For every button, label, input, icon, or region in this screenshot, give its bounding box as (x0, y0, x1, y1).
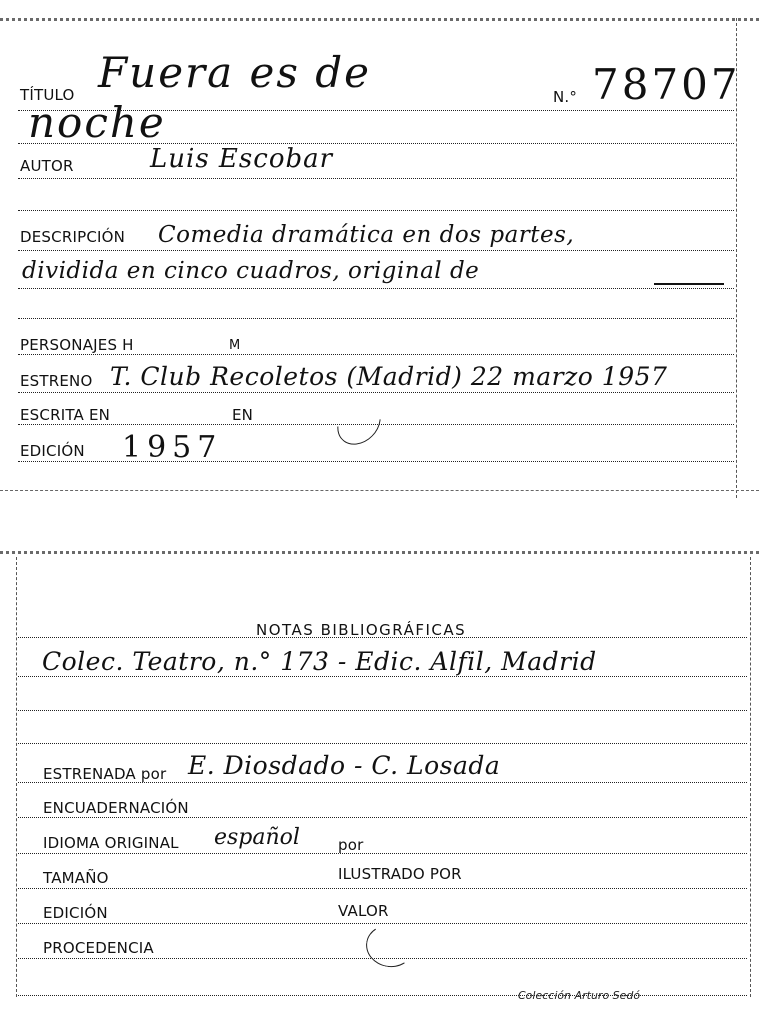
valor-label: VALOR (338, 902, 389, 920)
personajes-label: PERSONAJES H (20, 336, 134, 354)
titulo-label: TÍTULO (20, 86, 75, 104)
card-bottom-edge (0, 490, 759, 491)
edicion-value: 1957 (122, 430, 223, 465)
titulo-value-continued: noche (28, 98, 166, 147)
por-label: por (338, 836, 364, 854)
estrenada-value: E. Diosdado - C. Losada (188, 751, 501, 780)
catalog-card-back (0, 545, 759, 1010)
idioma-rule (18, 853, 747, 854)
catalog-card-front (0, 0, 759, 495)
idioma-value: español (214, 825, 300, 850)
personajes-m-label: M (229, 338, 241, 353)
descripcion-rule-2 (18, 288, 734, 289)
autor-rule (18, 178, 734, 179)
stamp-mark (363, 921, 418, 971)
estreno-label: ESTRENO (20, 372, 93, 390)
descripcion-rule-3 (18, 318, 734, 319)
notas-value: Colec. Teatro, n.° 173 - Edic. Alfil, Madrid (42, 647, 597, 676)
escrita-en-label: ESCRITA EN (20, 406, 111, 424)
estrenada-label: ESTRENADA por (43, 765, 167, 783)
descripcion-line-1: Comedia dramática en dos partes, (158, 222, 575, 248)
procedencia-label: PROCEDENCIA (43, 939, 154, 957)
edicion-rule (18, 461, 734, 462)
autor-label: AUTOR (20, 157, 74, 175)
autor-rule-2 (18, 210, 734, 211)
ilustrado-label: ILUSTRADO POR (338, 865, 462, 883)
edicion-label: EDICIÓN (43, 904, 108, 922)
notas-rule-2 (18, 676, 747, 677)
estreno-rule (18, 392, 734, 393)
estreno-value: T. Club Recoletos (Madrid) 22 marzo 1957 (110, 362, 668, 391)
notas-rule-3 (18, 710, 747, 711)
notas-rule (18, 637, 747, 638)
card-left-edge (16, 557, 17, 997)
numero-value: 78707 (592, 60, 741, 109)
personajes-rule (18, 354, 734, 355)
descripcion-label: DESCRIPCIÓN (20, 228, 126, 246)
notas-rule-4 (18, 743, 747, 744)
notas-heading: NOTAS BIBLIOGRÁFICAS (256, 621, 467, 639)
card-top-edge (0, 18, 759, 21)
estrenada-rule (18, 782, 747, 783)
tamano-label: TAMAÑO (43, 869, 109, 887)
encuadernacion-label: ENCUADERNACIÓN (43, 799, 189, 817)
numero-label: N.° (553, 88, 578, 106)
card-right-edge (750, 557, 751, 997)
descripcion-rule (18, 250, 734, 251)
stamp-mark (329, 393, 390, 454)
encuadernacion-rule (18, 817, 747, 818)
autor-value: Luis Escobar (150, 144, 334, 174)
edicion-label: EDICIÓN (20, 442, 85, 460)
tamano-rule (18, 888, 747, 889)
edicion-rule (18, 923, 747, 924)
titulo-rule-2 (18, 143, 734, 144)
card-top-edge (0, 551, 759, 554)
descripcion-line-2: dividida en cinco cuadros, original de (22, 258, 480, 284)
titulo-value: Fuera es de (98, 48, 372, 97)
idioma-label: IDIOMA ORIGINAL (43, 834, 179, 852)
collection-footer: Colección Arturo Sedó (518, 989, 641, 1002)
escrita-en-label-2: EN (232, 406, 254, 424)
descripcion-end-dash (654, 283, 724, 285)
